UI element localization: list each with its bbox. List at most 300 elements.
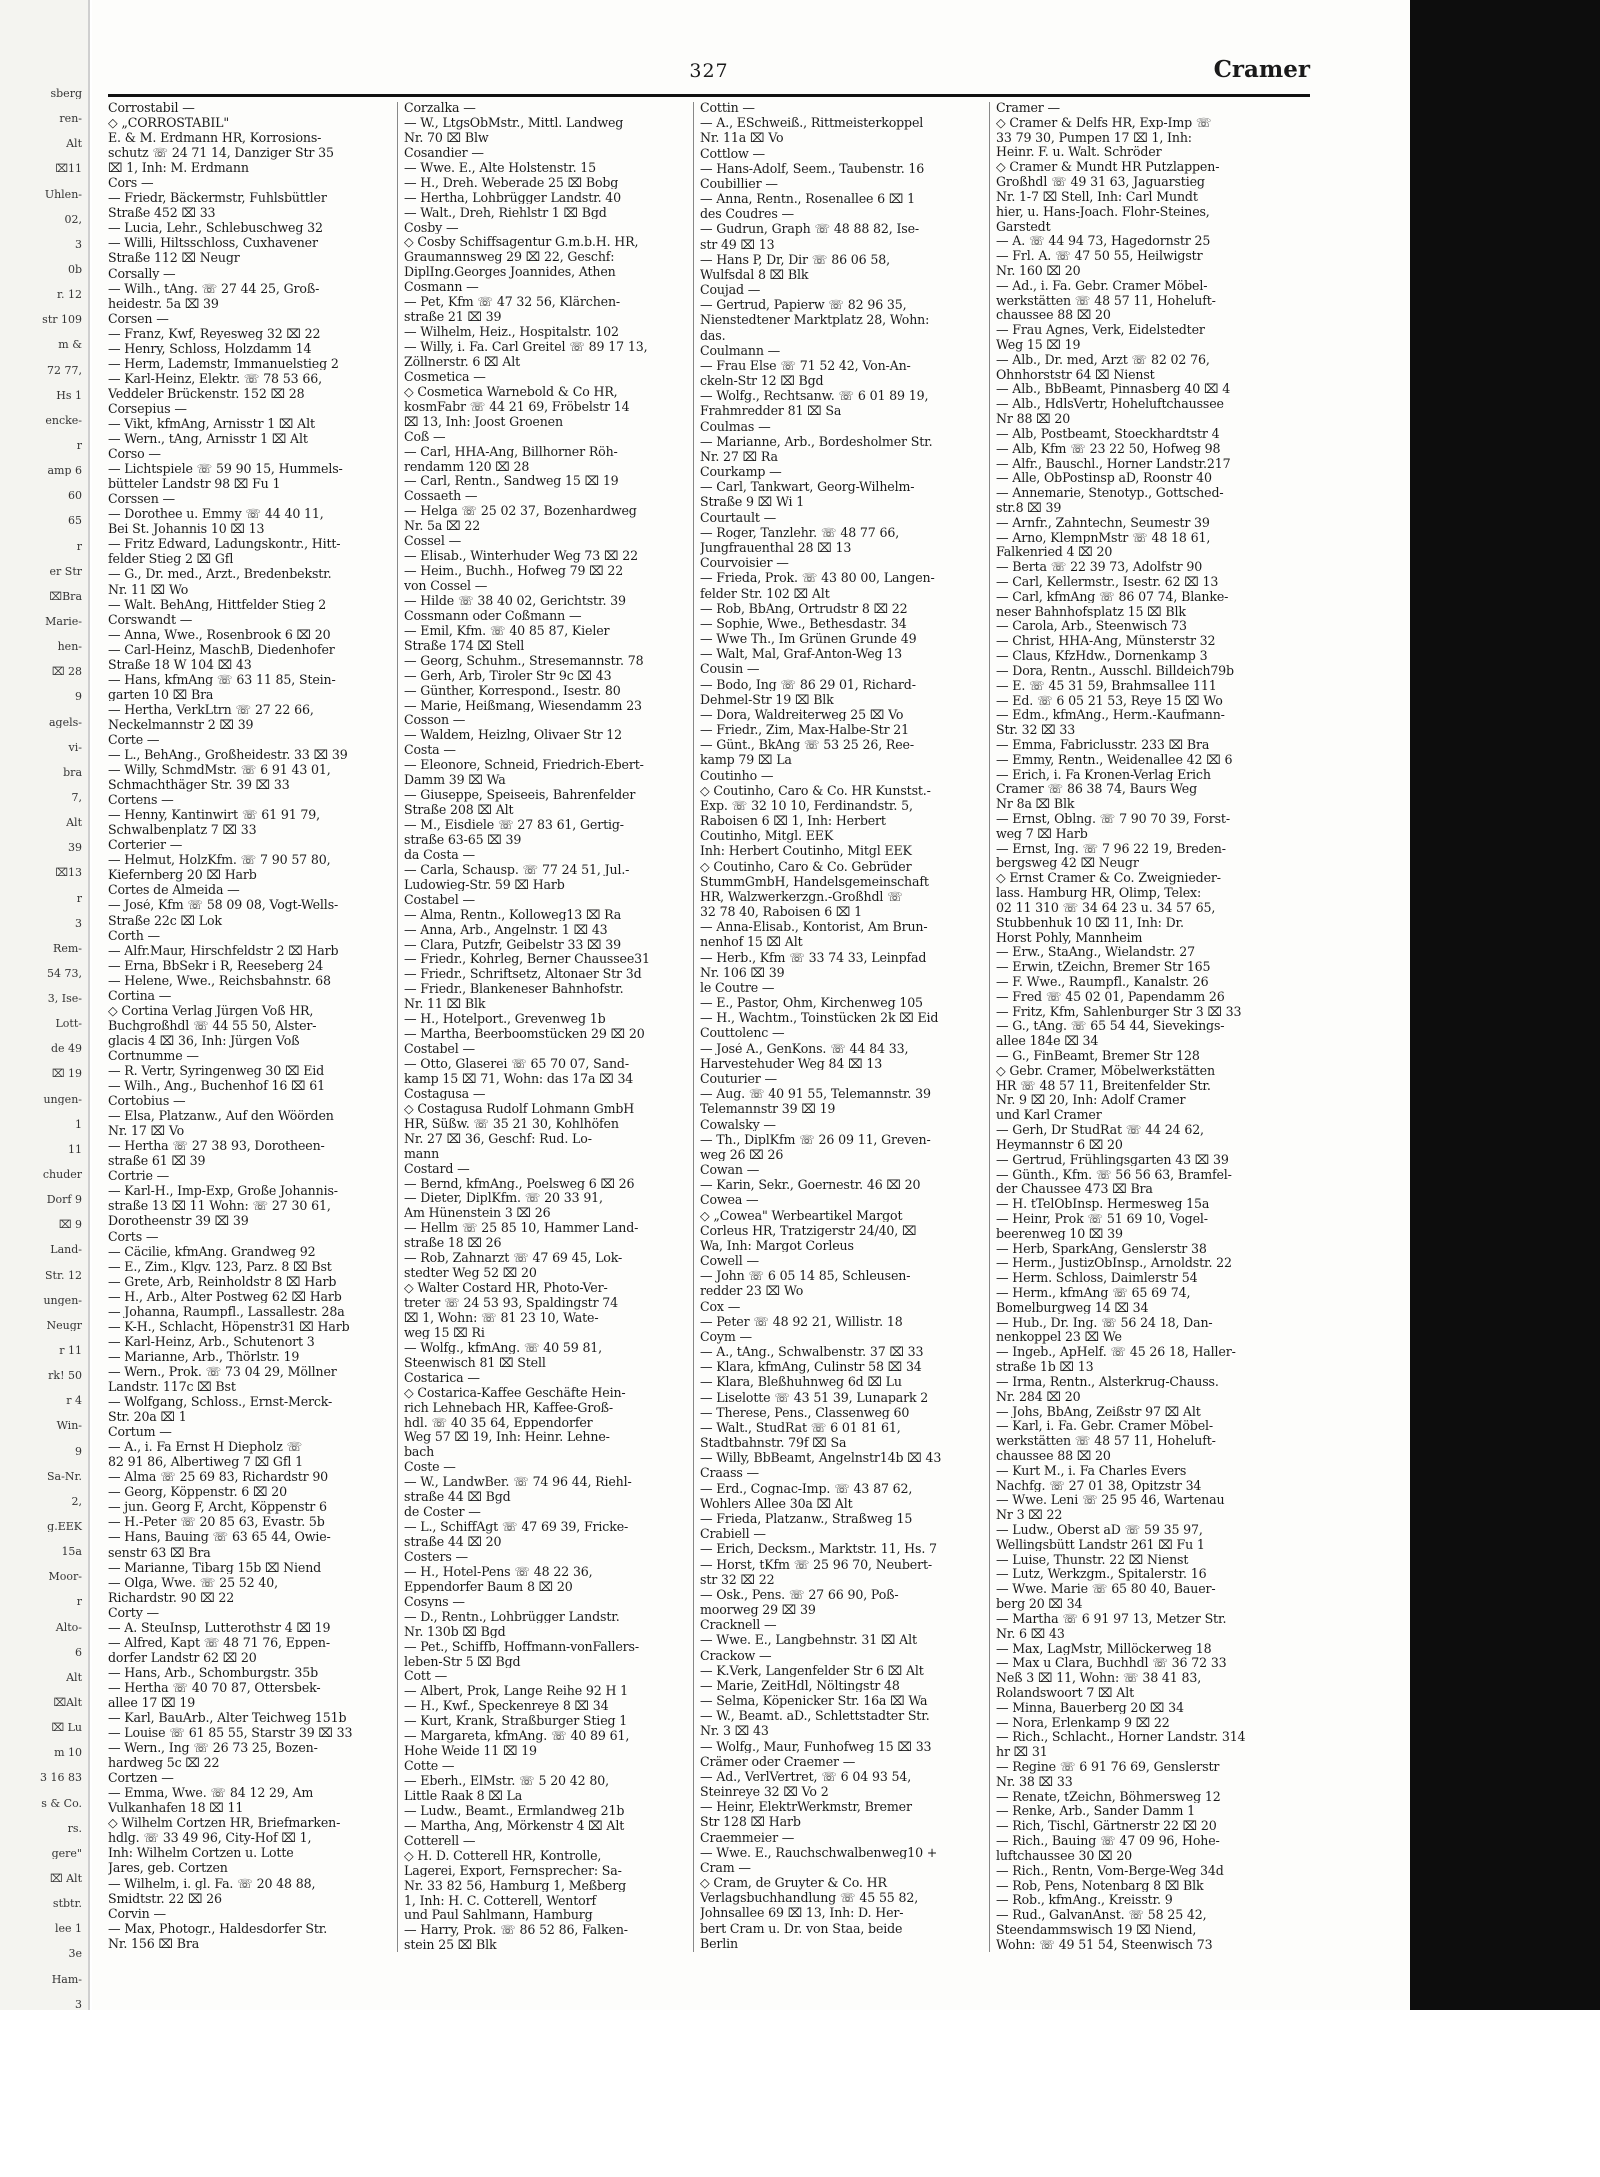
directory-line: hier, u. Hans-Joach. Flohr-Steines, — [996, 205, 1210, 219]
directory-line: kosmFabr ☏ 44 21 69, Fröbelstr 14 — [404, 400, 630, 414]
previous-page-text — [0, 88, 84, 2010]
directory-line: — Christ, HHA-Ang, Münsterstr 32 — [996, 635, 1216, 648]
directory-line: — Therese, Pens., Classenweg 60 — [700, 1406, 910, 1420]
directory-line: — Ingeb., ApHelf. ☏ 45 26 18, Haller- — [996, 1346, 1236, 1359]
directory-line: Straße 112 ⌧ Neugr — [108, 252, 240, 266]
directory-line: — Ernst, Ing. ☏ 7 96 22 19, Breden- — [996, 842, 1226, 856]
directory-line: allee 17 ⌧ 19 — [108, 1696, 196, 1710]
directory-line: Jungfrauenthal 28 ⌧ 13 — [700, 541, 852, 555]
gutter-fragment: ungen- — [43, 1294, 82, 1306]
directory-line: straße 44 ⌧ Bgd — [404, 1491, 511, 1504]
directory-line: — Friedr., Zim, Max-Halbe-Str 21 — [700, 724, 910, 737]
gutter-fragment: r — [76, 1596, 82, 1608]
directory-line: Cramer ☏ 86 38 74, Baurs Weg — [996, 783, 1198, 796]
gutter-fragment: 7, — [71, 791, 82, 803]
page-number: 327 — [689, 60, 729, 82]
directory-line: — Frau Else ☏ 71 52 42, Von-An- — [700, 359, 911, 373]
gutter-fragment: Str. 12 — [45, 1269, 82, 1281]
directory-line: Neckelmannstr 2 ⌧ 39 — [108, 718, 254, 732]
directory-line: — W., LtgsObMstr., Mittl. Landweg — [404, 116, 624, 130]
gutter-fragment: ⌧11 — [55, 163, 82, 175]
directory-line: Buchgroßhdl ☏ 44 55 50, Alster- — [108, 1019, 317, 1033]
directory-line: straße 61 ⌧ 39 — [108, 1155, 206, 1168]
directory-line: Neß 3 ⌧ 11, Wohn: ☏ 38 41 83, — [996, 1672, 1202, 1685]
directory-line: — José A., GenKons. ☏ 44 84 33, — [700, 1042, 909, 1056]
column-3 — [700, 102, 983, 1952]
directory-line: Johnsallee 69 ⌧ 13, Inh: D. Her- — [700, 1907, 904, 1921]
gutter-fragment: ⌧ 19 — [51, 1068, 82, 1080]
directory-line: — Max, LagMstr, Millöckerweg 18 — [996, 1642, 1212, 1656]
directory-line: — Margareta, kfmAng. ☏ 40 89 61, — [404, 1730, 630, 1743]
directory-line: — Ad., VerlVertret, ☏ 6 04 93 54, — [700, 1770, 912, 1784]
directory-line: des Coudres — — [700, 208, 794, 221]
directory-line: Schwalbenplatz 7 ⌧ 33 — [108, 824, 257, 837]
gutter-fragment: amp 6 — [47, 465, 82, 477]
directory-line: Rolandswoort 7 ⌧ Alt — [996, 1686, 1134, 1700]
directory-line: Großhdl ☏ 49 31 63, Jaguarstieg — [996, 176, 1205, 189]
gutter-fragment: chuder — [42, 1169, 82, 1181]
gutter-fragment: 2, — [71, 1495, 82, 1507]
directory-line: — Claus, KfzHdw., Dornenkamp 3 — [996, 650, 1208, 663]
directory-line: — Gudrun, Graph ☏ 48 88 82, Ise- — [700, 223, 920, 236]
directory-line: — Wwe. Leni ☏ 25 95 46, Wartenau — [996, 1494, 1225, 1507]
directory-line: ◇ Wilhelm Cortzen HR, Briefmarken- — [108, 1817, 341, 1830]
directory-line: — Marie, Heißmang, Wiesendamm 23 — [404, 699, 642, 713]
directory-line: Cotte — — [404, 1760, 455, 1773]
directory-line: ◇ Cosby Schiffsagentur G.m.b.H. HR, — [404, 236, 639, 250]
directory-line: Corrostabil — — [108, 102, 195, 115]
gutter-fragment: 0b — [67, 263, 82, 275]
directory-line: — Walt., Dreh, Riehlstr 1 ⌧ Bgd — [404, 206, 607, 220]
directory-line: — A. ☏ 44 94 73, Hagedornstr 25 — [996, 235, 1211, 248]
directory-line: — Wwe. E., Langbehnstr. 31 ⌧ Alt — [700, 1634, 917, 1647]
directory-line: mann — [404, 1147, 440, 1161]
directory-line: — Georg, Köppenstr. 6 ⌧ 20 — [108, 1486, 287, 1499]
directory-line: ◇ „CORROSTABIL" — [108, 117, 230, 130]
directory-line: — Clara, Putzfr, Geibelstr 33 ⌧ 39 — [404, 938, 621, 952]
directory-line: — Erw., StaAng., Wielandstr. 27 — [996, 946, 1196, 959]
directory-line: — Walt., StudRat ☏ 6 01 81 61, — [700, 1421, 901, 1435]
directory-line: Craass — — [700, 1467, 759, 1481]
gutter-fragment: Moor- — [48, 1571, 82, 1583]
directory-line: Garstedt — [996, 220, 1051, 234]
directory-line: — Fritz Edward, Ladungskontr., Hitt- — [108, 538, 341, 551]
directory-line: Nr. 9 ⌧ 20, Inh: Adolf Cramer — [996, 1094, 1186, 1108]
directory-line: — Johs, BbAng, Zeißstr 97 ⌧ Alt — [996, 1405, 1201, 1419]
directory-line: Stubbenhuk 10 ⌧ 11, Inh: Dr. — [996, 916, 1184, 930]
directory-line: de Coster — — [404, 1506, 481, 1519]
directory-line: — Herb., Kfm ☏ 33 74 33, Leinpfad — [700, 951, 927, 965]
directory-line: — Karl-H., Imp-Exp, Große Johannis- — [108, 1185, 338, 1198]
directory-line: str 49 ⌧ 13 — [700, 238, 775, 252]
directory-line: werkstätten ☏ 48 57 11, Hoheluft- — [996, 294, 1216, 308]
directory-line: ◇ Cramer & Mundt HR Putzlappen- — [996, 161, 1220, 174]
directory-line: — Rich., Bauing ☏ 47 09 96, Hohe- — [996, 1835, 1220, 1848]
directory-line: — L., SchiffAgt ☏ 47 69 39, Fricke- — [404, 1521, 629, 1534]
directory-line: Corswandt — — [108, 613, 193, 627]
directory-line: str.8 ⌧ 39 — [996, 501, 1062, 515]
directory-line: Courtault — — [700, 511, 777, 525]
directory-line: Wohlers Allee 30a ⌧ Alt — [700, 1497, 853, 1511]
directory-line: — Erwin, tZeichn, Bremer Str 165 — [996, 961, 1211, 974]
page-header — [108, 56, 1310, 97]
directory-line: Falkenried 4 ⌧ 20 — [996, 546, 1113, 559]
directory-line: — Rob, Zahnarzt ☏ 47 69 45, Lok- — [404, 1252, 623, 1265]
directory-line: — Heinr, Prok ☏ 51 69 10, Vogel- — [996, 1212, 1208, 1226]
directory-line: — H., Wachtm., Toinstücken 2k ⌧ Eid — [700, 1012, 939, 1025]
gutter-fragment: Sa-Nr. — [47, 1470, 82, 1482]
directory-line: Cowea — — [700, 1194, 759, 1207]
directory-line: hr ⌧ 31 — [996, 1746, 1048, 1759]
directory-line: — Hertha ☏ 40 70 87, Ottersbek- — [108, 1681, 321, 1695]
directory-line: Cowan — — [700, 1164, 760, 1177]
directory-line: weg 26 ⌧ 26 — [700, 1148, 784, 1162]
directory-line: — Henny, Kantinwirt ☏ 61 91 79, — [108, 809, 321, 822]
directory-line: — Arno, KlempnMstr ☏ 48 18 61, — [996, 531, 1211, 545]
directory-line: weg 15 ⌧ Ri — [404, 1326, 485, 1340]
directory-line: Ohnhorststr 64 ⌧ Nienst — [996, 368, 1155, 382]
directory-line: Inh: Herbert Coutinho, Mitgl EEK — [700, 845, 912, 859]
directory-line: — E., Pastor, Ohm, Kirchenweg 105 — [700, 997, 923, 1010]
directory-line: 33 79 30, Pumpen 17 ⌧ 1, Inh: — [996, 131, 1192, 145]
directory-line: — Edm., kfmAng., Herm.-Kaufmann- — [996, 709, 1225, 722]
directory-line: — Bernd, kfmAng., Poelsweg 6 ⌧ 26 — [404, 1177, 635, 1191]
gutter-fragment: m 10 — [54, 1747, 82, 1759]
directory-line: — Lutz, Werkzgm., Spitalerstr. 16 — [996, 1568, 1207, 1582]
gutter-fragment: 54 73, — [47, 967, 82, 979]
directory-line: — Karl, i. Fa. Gebr. Cramer Möbel- — [996, 1420, 1213, 1433]
directory-line: Corty — — [108, 1606, 159, 1620]
directory-line: Wellingsbütt Landstr 261 ⌧ Fu 1 — [996, 1538, 1205, 1552]
directory-line: — Walt, Mal, Graf-Anton-Weg 13 — [700, 648, 903, 661]
directory-line: Cram — — [700, 1861, 751, 1875]
directory-line: — Cäcilie, kfmAng. Grandweg 92 — [108, 1245, 316, 1259]
directory-line: Nr. 6 ⌧ 43 — [996, 1627, 1065, 1641]
running-head: Cramer — [1213, 56, 1310, 83]
directory-line: — Marie, ZeitHdl, Nöltingstr 48 — [700, 1679, 900, 1693]
directory-line: — Heim., Buchh., Hofweg 79 ⌧ 22 — [404, 565, 624, 578]
directory-line: von Cossel — — [404, 580, 488, 593]
directory-line: Crabiell — — [700, 1528, 766, 1541]
directory-line: 1, Inh: H. C. Cotterell, Wentorf — [404, 1894, 596, 1908]
directory-line: — Alb., Dr. med, Arzt ☏ 82 02 76, — [996, 353, 1210, 367]
directory-line: straße 18 ⌧ 26 — [404, 1237, 502, 1250]
scan-border — [1410, 0, 1600, 2010]
directory-line: — K.Verk, Langenfelder Str 6 ⌧ Alt — [700, 1664, 924, 1678]
gutter-fragment: ren- — [59, 113, 82, 125]
directory-line: rich Lehnebach HR, Kaffee-Groß- — [404, 1401, 613, 1415]
gutter-fragment: Alt — [66, 817, 82, 829]
gutter-fragment: 9 — [75, 691, 82, 703]
directory-line: Damm 39 ⌧ Wa — [404, 774, 506, 787]
gutter-fragment: 3e — [68, 1948, 82, 1960]
directory-line: — Henry, Schloss, Holzdamm 14 — [108, 342, 312, 356]
directory-line: 82 91 86, Albertiweg 7 ⌧ Gfl 1 — [108, 1456, 303, 1469]
directory-line: — Rich., Schlacht., Horner Landstr. 314 — [996, 1731, 1246, 1744]
directory-line: ◇ Cram, de Gruyter & Co. HR — [700, 1877, 887, 1890]
directory-line: Veddeler Brückenstr. 152 ⌧ 28 — [108, 387, 305, 401]
gutter-fragment: r — [76, 892, 82, 904]
directory-line: Nienstedtener Marktplatz 28, Wohn: — [700, 314, 930, 327]
column-2 — [404, 102, 687, 1952]
directory-line: Cousin — — [700, 663, 760, 676]
directory-line: — Martha, Ang, Mörkenstr 4 ⌧ Alt — [404, 1819, 625, 1833]
directory-line: — Ed. ☏ 6 05 21 53, Reye 15 ⌧ Wo — [996, 694, 1223, 708]
directory-line: — Günther, Korrespond., Isestr. 80 — [404, 684, 621, 698]
directory-line: — Hans, Bauing ☏ 63 65 44, Owie- — [108, 1531, 331, 1545]
directory-line: — Selma, Köpenicker Str. 16a ⌧ Wa — [700, 1695, 928, 1708]
directory-line: — Gerh, Dr StudRat ☏ 44 24 62, — [996, 1124, 1204, 1137]
column-divider — [397, 102, 398, 1952]
directory-line: — Erich, Decksm., Marktstr. 11, Hs. 7 — [700, 1543, 937, 1556]
directory-line: — Erna, BbSekr i R, Reeseberg 24 — [108, 959, 324, 973]
directory-line: — H., Hotel-Pens ☏ 48 22 36, — [404, 1565, 593, 1579]
directory-line: Straße 22c ⌧ Lok — [108, 914, 222, 928]
directory-line: — Ad., i. Fa. Gebr. Cramer Möbel- — [996, 279, 1208, 293]
directory-line: — Alfr., Bauschl., Horner Landstr.217 — [996, 457, 1231, 471]
gutter-fragment: Alt — [66, 138, 82, 150]
gutter-fragment: 72 77, — [47, 364, 82, 376]
gutter-fragment: 39 — [68, 842, 82, 854]
directory-line: — H., Kwf., Speckenreye 8 ⌧ 34 — [404, 1700, 609, 1713]
directory-line: — Klara, Bleßhuhnweg 6d ⌧ Lu — [700, 1376, 902, 1390]
directory-line: — Roger, Tanzlehr. ☏ 48 77 66, — [700, 526, 900, 540]
gutter-fragment: Alt — [66, 1671, 82, 1683]
directory-line: Couttolenc — — [700, 1027, 785, 1041]
directory-line: kamp 15 ⌧ 71, Wohn: das 17a ⌧ 34 — [404, 1072, 634, 1086]
directory-line: — Helmut, HolzKfm. ☏ 7 90 57 80, — [108, 854, 331, 867]
directory-line: Cosmetica — — [404, 370, 486, 384]
directory-line: Crackow — — [700, 1649, 772, 1663]
directory-line: Harvestehuder Weg 84 ⌧ 13 — [700, 1057, 883, 1071]
gutter-fragment: hen- — [57, 641, 82, 653]
directory-line: — Rich, Tischl, Gärtnerstr 22 ⌧ 20 — [996, 1820, 1217, 1833]
directory-line: Costagusa — — [404, 1087, 486, 1101]
directory-line: Nr 88 ⌧ 20 — [996, 413, 1071, 426]
directory-line: — F. Wwe., Raumpfl., Kanalstr. 26 — [996, 975, 1209, 989]
directory-line: Nr. 1-7 ⌧ Stell, Inh: Carl Mundt — [996, 190, 1198, 204]
gutter-fragment: 9 — [75, 1445, 82, 1457]
directory-line: leben-Str 5 ⌧ Bgd — [404, 1655, 521, 1669]
gutter-fragment: Win- — [56, 1420, 82, 1432]
directory-line: — Max u Clara, Buchhdl ☏ 36 72 33 — [996, 1657, 1227, 1670]
directory-line: — Anna-Elisab., Kontorist, Am Brun- — [700, 921, 928, 934]
directory-line: Zöllnerstr. 6 ⌧ Alt — [404, 355, 521, 369]
directory-line: Str 128 ⌧ Harb — [700, 1816, 801, 1830]
directory-line: — Louise ☏ 61 85 55, Starstr 39 ⌧ 33 — [108, 1727, 353, 1740]
directory-line: — Ludw., Oberst aD ☏ 59 35 97, — [996, 1524, 1203, 1537]
directory-line: Costers — — [404, 1550, 468, 1564]
directory-line: — Wolfg., kfmAng. ☏ 40 59 81, — [404, 1341, 603, 1355]
directory-line: — Frieda, Prok. ☏ 43 80 00, Langen- — [700, 572, 935, 585]
gutter-fragment: s & Co. — [41, 1797, 82, 1809]
gutter-fragment: 3, Ise- — [47, 993, 82, 1005]
directory-line: straße 44 ⌧ 20 — [404, 1536, 502, 1549]
directory-line: Ludowieg-Str. 59 ⌧ Harb — [404, 878, 565, 892]
directory-line: Weg 57 ⌧ 19, Inh: Heinr. Lehne- — [404, 1431, 610, 1445]
directory-line: — Gerh, Arb, Tiroler Str 9c ⌧ 43 — [404, 669, 612, 683]
gutter-fragment: stbtr. — [52, 1898, 82, 1910]
directory-line: Nr. 33 82 56, Hamburg 1, Meßberg — [404, 1879, 627, 1893]
directory-line: Hohe Weide 11 ⌧ 19 — [404, 1745, 537, 1758]
directory-line: — Alfred, Kapt ☏ 48 71 76, Eppen- — [108, 1636, 330, 1650]
directory-line: — H., Arb., Alter Postweg 62 ⌧ Harb — [108, 1290, 342, 1304]
directory-line: Nr. 11 ⌧ Wo — [108, 583, 189, 597]
directory-line: ◇ Cramer & Delfs HR, Exp-Imp ☏ — [996, 116, 1212, 130]
directory-line: — A. SteuInsp, Lutterothstr 4 ⌧ 19 — [108, 1621, 331, 1635]
gutter-fragment: ⌧ Alt — [49, 1872, 82, 1884]
directory-line: felder Stieg 2 ⌧ Gfl — [108, 553, 234, 566]
directory-line: — Irma, Rentn., Alsterkrug-Chauss. — [996, 1375, 1219, 1389]
directory-line: — Waldem, Heizlng, Olivaer Str 12 — [404, 729, 623, 742]
directory-line: — Emmy, Rentn., Weidenallee 42 ⌧ 6 — [996, 753, 1233, 767]
directory-line: — Fred ☏ 45 02 01, Papendamm 26 — [996, 990, 1225, 1004]
directory-line: — Frl. A. ☏ 47 50 55, Heilwigstr — [996, 250, 1203, 263]
directory-line: Cossel — — [404, 535, 462, 548]
directory-line: — Carl-Heinz, MaschB, Diedenhofer — [108, 643, 335, 657]
directory-line: — Dieter, DiplKfm. ☏ 20 33 91, — [404, 1192, 603, 1206]
directory-line: Nr. 27 ⌧ 36, Geschf: Rud. Lo- — [404, 1132, 592, 1146]
directory-line: Cors — — [108, 177, 154, 190]
directory-line: — Eleonore, Schneid, Friedrich-Ebert- — [404, 759, 644, 772]
directory-line: — Sophie, Wwe., Bethesdastr. 34 — [700, 617, 907, 631]
directory-line: — Carl, Tankwart, Georg-Wilhelm- — [700, 481, 915, 494]
directory-line: — Ernst, Oblng. ☏ 7 90 70 39, Forst- — [996, 813, 1230, 826]
directory-line: rendamm 120 ⌧ 28 — [404, 460, 530, 474]
directory-line: Nr. 11 ⌧ Blk — [404, 998, 486, 1011]
directory-line: Cottin — — [700, 102, 755, 115]
directory-line: — Carola, Arb., Steenwisch 73 — [996, 620, 1187, 634]
directory-line: — Günt., BkAng ☏ 53 25 26, Ree- — [700, 739, 914, 752]
directory-line: Vulkanhafen 18 ⌧ 11 — [108, 1802, 244, 1815]
directory-line: 32 78 40, Raboisen 6 ⌧ 1 — [700, 906, 863, 919]
directory-line: allee 184e ⌧ 34 — [996, 1035, 1099, 1048]
directory-line: — Herm., kfmAng ☏ 65 69 74, — [996, 1287, 1191, 1300]
directory-line: — Elisab., Winterhuder Weg 73 ⌧ 22 — [404, 550, 638, 563]
directory-line: ◇ Costarica-Kaffee Geschäfte Hein- — [404, 1386, 626, 1400]
directory-line: — Frieda, Platzanw., Straßweg 15 — [700, 1512, 913, 1526]
directory-line: — Vikt, kfmAng, Arnisstr 1 ⌧ Alt — [108, 417, 315, 431]
directory-line: — Renate, tZeichn, Böhmersweg 12 — [996, 1790, 1221, 1804]
gutter-fragment: Rem- — [53, 942, 82, 954]
directory-line: — Martha ☏ 6 91 97 13, Metzer Str. — [996, 1612, 1227, 1626]
directory-line: — Hertha, Lohbrügger Landstr. 40 — [404, 191, 622, 205]
gutter-fragment: Dorf 9 — [46, 1194, 82, 1206]
directory-line: — Arnfr., Zahntechn, Seumestr 39 — [996, 516, 1210, 530]
directory-line: moorweg 29 ⌧ 39 — [700, 1604, 816, 1617]
directory-line: glacis 4 ⌧ 36, Inh: Jürgen Voß — [108, 1034, 300, 1048]
directory-line: stedter Weg 52 ⌧ 20 — [404, 1267, 537, 1280]
directory-line: Raboisen 6 ⌧ 1, Inh: Herbert — [700, 815, 886, 828]
directory-line: Nr. 160 ⌧ 20 — [996, 264, 1081, 278]
directory-line: — Hilde ☏ 38 40 02, Gerichtstr. 39 — [404, 594, 626, 608]
directory-line: kamp 79 ⌧ La — [700, 754, 792, 767]
directory-line: — Carl, Rentn., Sandweg 15 ⌧ 19 — [404, 475, 619, 489]
directory-line: Straße 208 ⌧ Alt — [404, 804, 514, 817]
directory-line: weg 7 ⌧ Harb — [996, 827, 1088, 841]
directory-line: Cortina — — [108, 989, 172, 1003]
directory-line: — Osk., Pens. ☏ 27 66 90, Poß- — [700, 1588, 899, 1602]
directory-line: Horst Pohly, Mannheim — [996, 931, 1143, 945]
directory-line: Couturier — — [700, 1073, 777, 1086]
directory-line: — Alb., HdlsVertr, Hoheluftchaussee — [996, 398, 1224, 411]
directory-line: Nr. 17 ⌧ Vo — [108, 1125, 185, 1138]
directory-line: HR ☏ 48 57 11, Breitenfelder Str. — [996, 1079, 1211, 1093]
directory-line: Corssen — — [108, 493, 175, 506]
directory-line: — Wilh., tAng. ☏ 27 44 25, Groß- — [108, 282, 320, 296]
directory-line: — Marianne, Arb., Thörlstr. 19 — [108, 1350, 300, 1364]
directory-line: Cottlow — — [700, 147, 765, 161]
directory-line: — H. tTelObInsp. Hermesweg 15a — [996, 1198, 1210, 1211]
directory-line: — Willy, i. Fa. Carl Greitel ☏ 89 17 13, — [404, 341, 648, 354]
directory-line: — Willi, Hiltsschloss, Cuxhavener — [108, 237, 318, 251]
gutter-fragment: r. 12 — [56, 289, 82, 301]
directory-line: und Karl Cramer — [996, 1109, 1102, 1122]
directory-line: — Carla, Schausp. ☏ 77 24 51, Jul.- — [404, 863, 630, 877]
directory-line: — Kurt, Krank, Straßburger Stieg 1 — [404, 1715, 628, 1728]
directory-line: straße 63-65 ⌧ 39 — [404, 833, 522, 847]
directory-line: — R. Vertr, Syringenweg 30 ⌧ Eid — [108, 1065, 325, 1078]
gutter-fragment: 15a — [61, 1546, 82, 1558]
directory-line: — L., BehAng., Großheidestr. 33 ⌧ 39 — [108, 749, 348, 762]
gutter-fragment: 3 16 83 — [40, 1772, 82, 1784]
directory-line: — Eberh., ElMstr. ☏ 5 20 42 80, — [404, 1775, 609, 1788]
gutter-fragment: ⌧Alt — [53, 1697, 82, 1708]
directory-line: — Elsa, Platzanw., Auf den Wöörden — [108, 1110, 334, 1123]
directory-line: — Herb, SparkAng, Genslerstr 38 — [996, 1242, 1207, 1256]
directory-line: — Berta ☏ 22 39 73, Adolfstr 90 — [996, 561, 1203, 574]
directory-line: — Lucia, Lehr., Schlebuschweg 32 — [108, 222, 323, 235]
directory-line: Weg 15 ⌧ 19 — [996, 339, 1081, 352]
directory-line: — Pet., Schiffb, Hoffmann-vonFallers- — [404, 1640, 639, 1654]
gutter-fragment: Ham- — [51, 1973, 82, 1985]
directory-line: Str. 32 ⌧ 33 — [996, 724, 1076, 737]
gutter-fragment: 65 — [68, 515, 82, 527]
directory-line: — Friedr., Blankeneser Bahnhofstr. — [404, 983, 624, 996]
directory-line: ◇ Coutinho, Caro & Co. Gebrüder — [700, 860, 912, 874]
gutter-fragment: g.EEK — [47, 1521, 82, 1533]
directory-line: — Wilhelm, i. gl. Fa. ☏ 20 48 88, — [108, 1877, 316, 1891]
directory-line: — Alma ☏ 25 69 83, Richardstr 90 — [108, 1471, 329, 1484]
directory-line: — Emma, Fabriclusstr. 233 ⌧ Bra — [996, 738, 1210, 752]
directory-line: — Karl, BauArb., Alter Teichweg 151b — [108, 1712, 347, 1725]
directory-line: — Wwe Th., Im Grünen Grunde 49 — [700, 633, 917, 646]
directory-line: Exp. ☏ 32 10 10, Ferdinandstr. 5, — [700, 799, 913, 813]
column-4 — [996, 102, 1279, 1952]
gutter-fragment: Neugr — [46, 1319, 82, 1331]
gutter-fragment: agels- — [49, 716, 82, 728]
gutter-fragment: Marie- — [45, 615, 82, 627]
gutter-fragment: ⌧13 — [55, 867, 82, 879]
directory-line: — Dora, Rentn., Ausschl. Billdeich79b — [996, 664, 1234, 678]
directory-line: Cosby — — [404, 221, 459, 235]
directory-line: — Dorothee u. Emmy ☏ 44 40 11, — [108, 508, 324, 521]
gutter-fragment: 60 — [68, 490, 82, 502]
previous-page-edge — [0, 0, 90, 2010]
directory-line: lass. Hamburg HR, Olimp, Telex: — [996, 887, 1202, 900]
directory-line: — Hans-Adolf, Seem., Taubenstr. 16 — [700, 162, 925, 176]
gutter-fragment: 02, — [64, 213, 82, 225]
directory-line: Straße 174 ⌧ Stell — [404, 639, 525, 653]
directory-line: Cortrie — — [108, 1170, 170, 1183]
column-divider — [693, 102, 694, 1952]
directory-line: — Karl-Heinz, Elektr. ☏ 78 53 66, — [108, 372, 322, 386]
directory-line: — John ☏ 6 05 14 85, Schleusen- — [700, 1270, 911, 1283]
gutter-fragment: r 4 — [66, 1395, 82, 1407]
directory-line: Corsen — — [108, 312, 169, 326]
directory-line: — Albert, Prok, Lange Reihe 92 H 1 — [404, 1685, 628, 1698]
directory-line: Steendammswisch 19 ⌧ Niend, — [996, 1923, 1197, 1937]
